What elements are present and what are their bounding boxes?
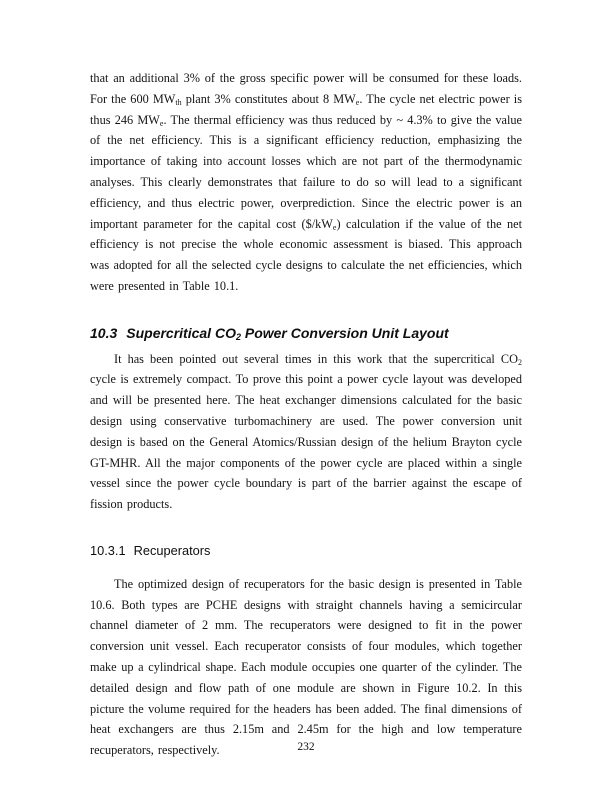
section-title-run: Power Conversion Unit Layout <box>240 324 449 341</box>
subsection-number: 10.3.1 <box>90 542 126 558</box>
section-title-run: Supercritical CO <box>126 324 236 341</box>
text-run: ) calculation if the value of the net efficiency is not precise the whole economic assessment is biased. This approach was adopted for all the selected cycle designs to calculate the net efficiencies, which were presented in Table 10.1. <box>90 216 523 293</box>
section-number: 10.3 <box>90 324 118 341</box>
subsection-heading-10-3-1 <box>90 541 522 562</box>
text-run: cycle is extremely compact. To prove this point a power cycle layout was developed and will be presented here. The heat exchanger dimensions calculated for the basic design using conservative turbomachinery are used. The power conversion unit design is based on the General Atomics/Russian design of the helium Brayton cycle GT-MHR. All the major components of the power cycle are placed within a single vessel since the power cycle boundary is part of the barrier against the escape of fission products. <box>90 372 522 512</box>
paragraph-recuperators: The optimized design of recuperators for the basic design is presented in Table 10.6. Both types are PCHE designs with straight channels having a semicircular channel diameter of 2 mm. The recuperators were designed to fit in the power conversion unit vessel. Each recuperator consists of four modules, which together make up a cylindrical shape. Each module occupies one quarter of the cylinder. The detailed design and flow path of one module are shown in Figure 10.2. In this picture the volume required for the headers has been added. The final dimensions of heat exchangers are thus 2.15m and 2.45m for the high and low temperature recuperators, respectively. <box>90 576 522 758</box>
page-footer <box>0 740 612 754</box>
text-run: . The cycle net electric power is thus 246 MW <box>90 91 522 127</box>
paragraph-continuation <box>90 68 522 297</box>
subscript-th: th <box>175 97 182 107</box>
subscript-e: e <box>355 97 360 107</box>
section-heading-10-3 <box>90 323 522 344</box>
subscript-e: e <box>159 118 164 128</box>
subsection-title: Recuperators <box>133 542 211 558</box>
subscript-2: 2 <box>235 331 241 342</box>
page-body <box>90 68 522 761</box>
paragraph-layout <box>90 349 522 515</box>
page-number: 232 <box>297 741 315 753</box>
text-run: plant 3% constitutes about 8 MW <box>181 91 356 106</box>
text-run: . The thermal efficiency was thus reduced by ~ 4.3% to give the value of the net efficiency. This is a significant efficiency reduction, emphasizing the importance of taking into account losses which are not part of the thermodynamic analyses. This clearly demonstrates that failure to do so will lead to a significant efficiency, and thus electric power, overprediction. Since the electric power is an important parameter for the capital cost ($/kW <box>90 112 522 231</box>
subscript-2: 2 <box>518 357 522 367</box>
text-run: It has been pointed out several times in this work that the supercritical CO <box>114 351 518 366</box>
subscript-e: e <box>332 222 337 232</box>
text-run: that an additional 3% of the gross specific power will be consumed for these loads. For the 600 MW <box>90 71 522 106</box>
